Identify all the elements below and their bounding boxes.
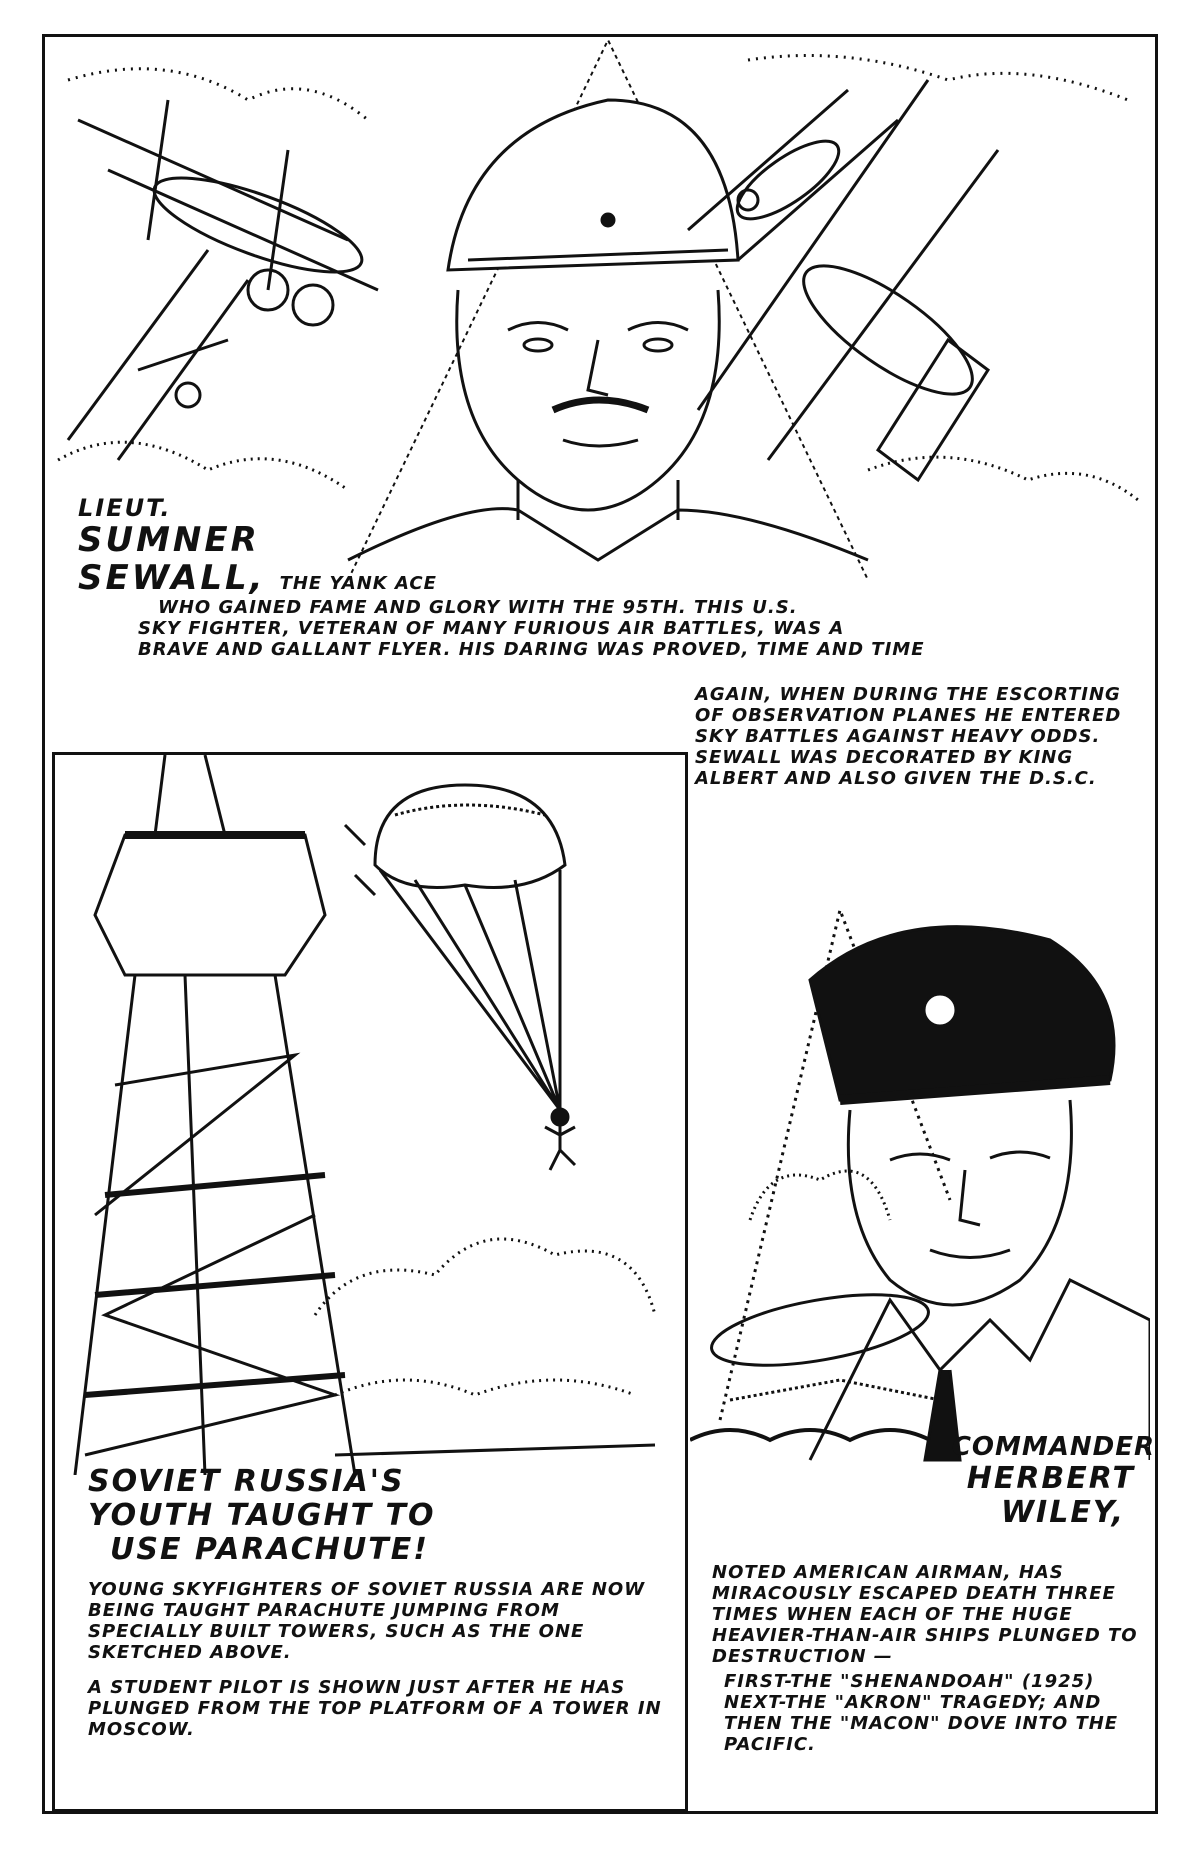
wiley-title-line3: WILEY, xyxy=(1000,1495,1125,1530)
soviet-paragraph-2: A STUDENT PILOT IS SHOWN JUST AFTER HE HAS PLUNGED FROM THE TOP PLATFORM OF A TOWER IN MOSCOW. xyxy=(88,1677,662,1740)
sewall-body-line1: WHO GAINED FAME AND GLORY WITH THE 95TH. THIS U.S. xyxy=(158,597,798,618)
soviet-headline-line3: USE PARACHUTE! xyxy=(110,1532,429,1567)
wiley-title-line1: COMMANDER xyxy=(951,1432,1155,1462)
parachute-tower-illustration xyxy=(55,755,685,1475)
soviet-headline-line1: SOVIET RUSSIA'S xyxy=(88,1464,405,1499)
sewall-rank: LIEUT. xyxy=(78,494,172,522)
sewall-body-line2: SKY FIGHTER, VETERAN OF MANY FURIOUS AIR BATTLES, WAS A xyxy=(138,618,845,639)
sewall-body-line3: BRAVE AND GALLANT FLYER. HIS DARING WAS PROVED, TIME AND TIME xyxy=(138,639,925,660)
wiley-disaster-list: FIRST-THE "SHENANDOAH" (1925) NEXT-THE "AKRON" TRAGEDY; AND THEN THE "MACON" DOVE INTO THE PACIFIC. xyxy=(724,1671,1119,1755)
soviet-headline-line2: YOUTH TAUGHT TO xyxy=(88,1498,436,1533)
sewall-tagline: THE YANK ACE xyxy=(279,573,437,594)
wiley-body: NOTED AMERICAN AIRMAN, HAS MIRACOUSLY ESCAPED DEATH THREE TIMES WHEN EACH OF THE HUGE HEAVIER-THAN-AIR SHIPS PLUNGED TO DESTRUCTION — xyxy=(712,1562,1138,1667)
sewall-body-continued: AGAIN, WHEN DURING THE ESCORTING OF OBSERVATION PLANES HE ENTERED SKY BATTLES AGAINST HEAVY ODDS. SEWALL WAS DECORATED BY KING ALBERT AND ALSO GIVEN THE D.S.C. xyxy=(695,684,1122,789)
sewall-last-name: SEWALL, xyxy=(78,558,266,598)
wiley-title-line2: HERBERT xyxy=(966,1461,1135,1496)
soviet-paragraph-1: YOUNG SKYFIGHTERS OF SOVIET RUSSIA ARE NOW BEING TAUGHT PARACHUTE JUMPING FROM SPECIALLY BUILT TOWERS, SUCH AS THE ONE SKETCHED ABOVE. xyxy=(88,1579,646,1663)
sewall-first-name: SUMNER xyxy=(78,520,260,560)
